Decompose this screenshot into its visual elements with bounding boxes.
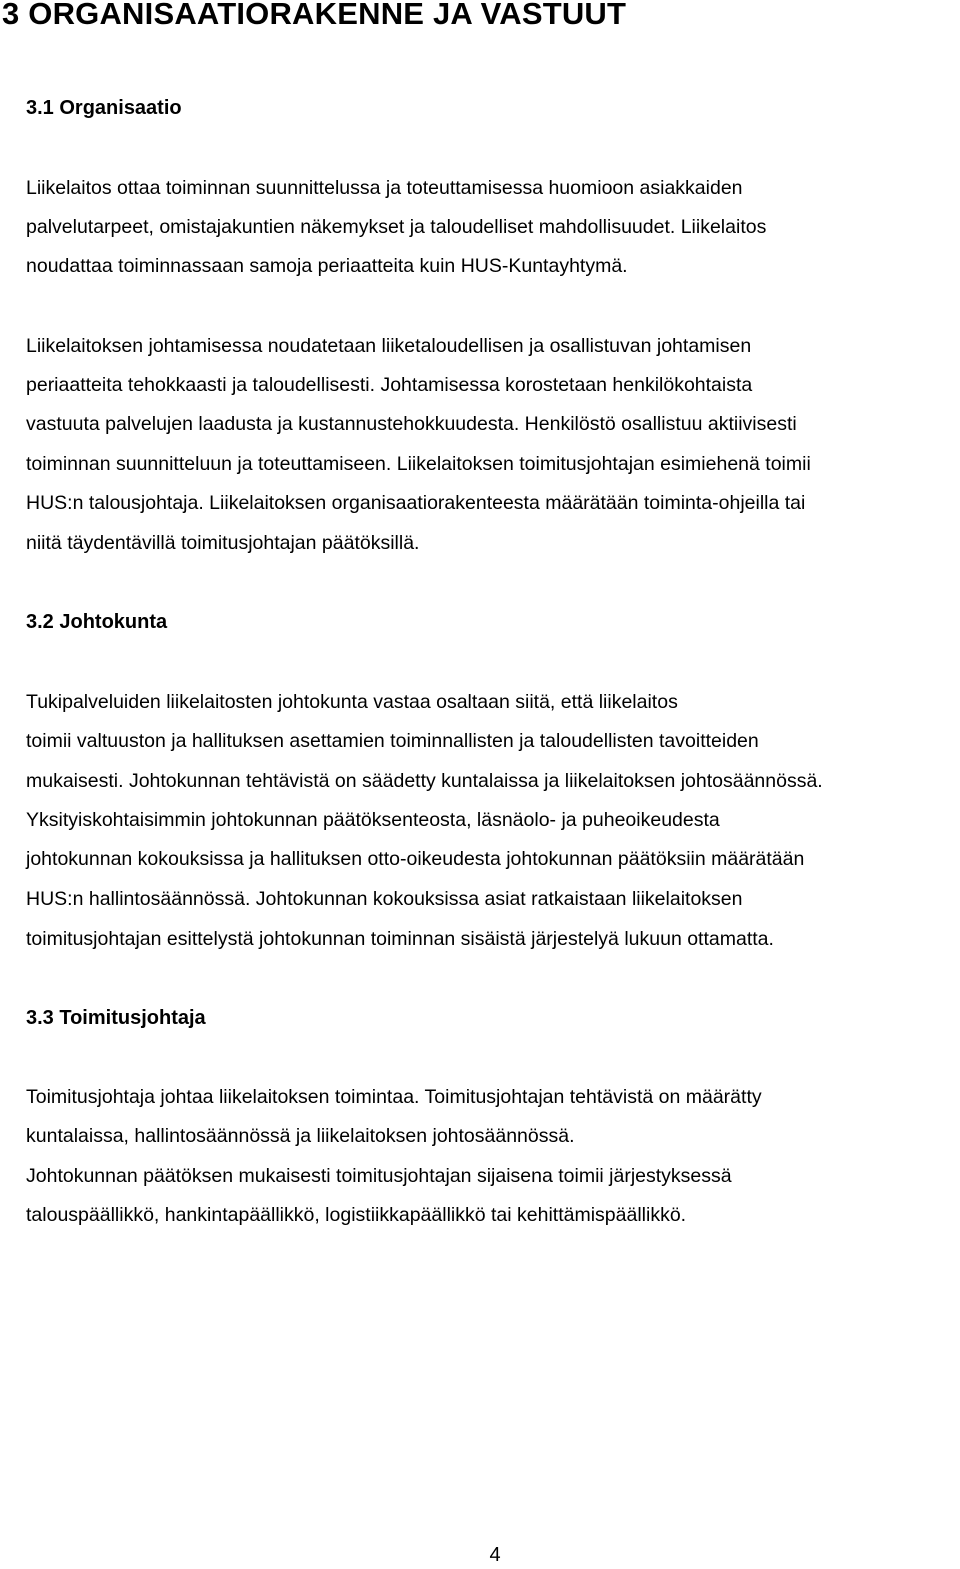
section-heading-organisaatio: 3.1 Organisaatio	[26, 97, 182, 119]
chapter-heading: 3 ORGANISAATIORAKENNE JA VASTUUT	[2, 0, 627, 31]
section-heading-toimitusjohtaja: 3.3 Toimitusjohtaja	[26, 1007, 206, 1029]
paragraph-line: HUS:n hallintosäännössä. Johtokunnan kokouksissa asiat ratkaistaan liikelaitoksen	[26, 888, 743, 910]
paragraph-line: talouspäällikkö, hankintapäällikkö, logistiikkapäällikkö tai kehittämispäällikkö.	[26, 1204, 687, 1226]
paragraph-line: toiminnan suunnitteluun ja toteuttamiseen. Liikelaitoksen toimitusjohtajan esimiehenä toimii	[26, 453, 811, 475]
paragraph-line: Liikelaitos ottaa toiminnan suunnittelussa ja toteuttamisessa huomioon asiakkaiden	[26, 177, 743, 199]
paragraph-line: mukaisesti. Johtokunnan tehtävistä on säädetty kuntalaissa ja liikelaitoksen johtosäännössä.	[26, 770, 823, 792]
page-number: 4	[489, 1544, 501, 1566]
paragraph-line: kuntalaissa, hallintosäännössä ja liikelaitoksen johtosäännössä.	[26, 1125, 575, 1147]
paragraph-line: niitä täydentävillä toimitusjohtajan päätöksillä.	[26, 532, 420, 554]
paragraph-line: palvelutarpeet, omistajakuntien näkemykset ja taloudelliset mahdollisuudet. Liikelaitos	[26, 216, 767, 238]
paragraph-line: noudattaa toiminnassaan samoja periaatteita kuin HUS-Kuntayhtymä.	[26, 255, 628, 277]
paragraph-line: Johtokunnan päätöksen mukaisesti toimitusjohtajan sijaisena toimii järjestyksessä	[26, 1165, 732, 1187]
paragraph-line: vastuuta palvelujen laadusta ja kustannustehokkuudesta. Henkilöstö osallistuu aktiivisesti	[26, 413, 797, 435]
paragraph-line: Toimitusjohtaja johtaa liikelaitoksen toimintaa. Toimitusjohtajan tehtävistä on määrätty	[26, 1086, 762, 1108]
section-heading-johtokunta: 3.2 Johtokunta	[26, 611, 168, 633]
paragraph-line: periaatteita tehokkaasti ja taloudellisesti. Johtamisessa korostetaan henkilökohtaista	[26, 374, 753, 396]
paragraph-line: Tukipalveluiden liikelaitosten johtokunta vastaa osaltaan siitä, että liikelaitos	[26, 691, 678, 713]
paragraph-line: HUS:n talousjohtaja. Liikelaitoksen organisaatiorakenteesta määrätään toiminta-ohjeilla tai	[26, 492, 806, 514]
paragraph-line: Liikelaitoksen johtamisessa noudatetaan liiketaloudellisen ja osallistuvan johtamisen	[26, 335, 752, 357]
paragraph-line: toimitusjohtajan esittelystä johtokunnan toiminnan sisäistä järjestelyä lukuun ottamatta.	[26, 928, 774, 950]
paragraph-line: johtokunnan kokouksissa ja hallituksen otto-oikeudesta johtokunnan päätöksiin määrätään	[26, 848, 805, 870]
paragraph-line: Yksityiskohtaisimmin johtokunnan päätöksenteosta, läsnäolo- ja puheoikeudesta	[26, 809, 720, 831]
paragraph-line: toimii valtuuston ja hallituksen asettamien toiminnallisten ja taloudellisten tavoitteiden	[26, 730, 759, 752]
